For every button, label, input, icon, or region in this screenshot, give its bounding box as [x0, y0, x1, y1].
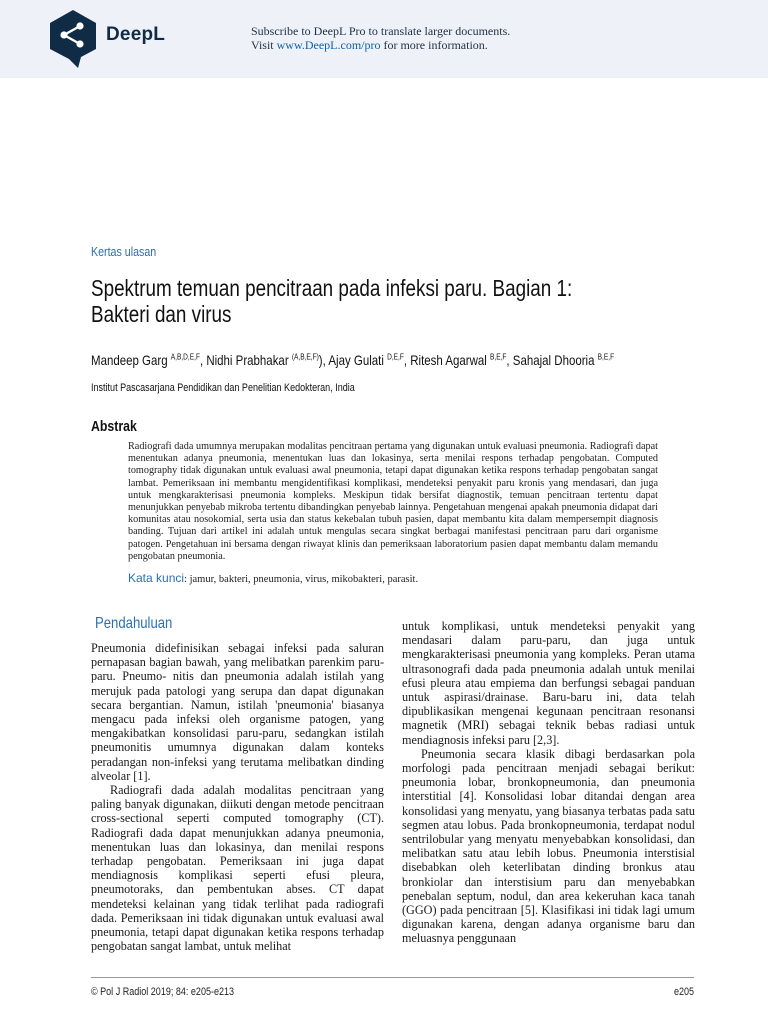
author-list [91, 352, 729, 368]
page-number: e205 [674, 986, 695, 998]
paragraph: untuk komplikasi, untuk mendeteksi penyakit yang mendasari dalam paru-paru, dan juga untuk mengkarakterisasi pneumonia yang kompleks. Peran utama ultrasonografi dada pada pneumonia adalah untuk menilai efusi pleura atau empiema dan berfungsi sebagai panduan untuk aspirasi/drainase. Baru-baru ini, data telah dipublikasikan mengenai kegunaan pencitraan resonansi magnetik (MRI) sebagai teknik bebas radiasi untuk mendiagnosis infeksi paru [2,3]. [402, 619, 695, 747]
author-separator: , [403, 352, 411, 368]
promo-line-1: Subscribe to DeepL Pro to translate larger documents. [251, 24, 511, 38]
abstract-heading: Abstrak [91, 418, 137, 435]
author-separator: ), [318, 352, 329, 368]
author-name: Ajay Gulati [328, 352, 388, 368]
title-line-1: Spektrum temuan pencitraan pada infeksi paru. Bagian 1: [91, 275, 573, 301]
title-line-2: Bakteri dan virus [91, 301, 232, 327]
author-separator: , [199, 352, 207, 368]
body-column-left [91, 641, 384, 953]
author-name: Ritesh Agarwal [410, 352, 491, 368]
author-contribution: (A,B,E,F) [291, 352, 319, 362]
deepl-logo-icon[interactable] [47, 9, 99, 69]
footer-divider [91, 977, 694, 978]
paragraph: Radiografi dada adalah modalitas pencitraan yang paling banyak digunakan, diikuti dengan metode pencitraan cross-sectional seperti computed tomography (CT). Radiografi dada dapat menunjukkan adanya pneumonia, menentukan luas dan lokasinya, dan menilai respons terhadap pengobatan. Pemeriksaan ini juga dapat mendiagnosis komplikasi seperti efusi pleura, pneumotoraks, dan pembentukan abses. CT dapat mendeteksi kelainan yang tidak terlihat pada radiografi dada. Pemeriksaan ini tidak digunakan untuk evaluasi awal pneumonia, tetapi dapat digunakan ketika respons terhadap pengobatan sangat lambat, untuk melihat [91, 783, 384, 954]
promo-text [251, 24, 510, 52]
promo-line-2 [251, 38, 510, 52]
author-contribution: A,B,D,E,F [170, 352, 200, 362]
promo-prefix: Visit [251, 38, 277, 52]
section-heading: Pendahuluan [95, 615, 173, 632]
author-contribution: B,E,F [597, 352, 615, 362]
deepl-brand-name: DeepL [106, 24, 166, 45]
paragraph: Pneumonia secara klasik dibagi berdasarkan pola morfologi pada pencitraan menjadi sebagai berikut: pneumonia lobar, bronkopneumonia, dan pneumonia interstitial [4]. Konsolidasi lobar ditandai dengan area konsolidasi yang menyatu, yang biasanya terbatas pada satu segmen atau lobus. Pada bronkopneumonia, terdapat nodul sentrilobular yang menyatu menyebabkan konsolidasi, dan melibatkan satu atau lebih lobus. Pneumonia interstisial disebabkan oleh keterlibatan dinding bronkus atau bronkiolar dan interstisium paru dan menyebabkan penebalan septum, nodul, dan area kekeruhan kaca tanah (GGO) pada pencitraan [5]. Klasifikasi ini tidak lagi umum digunakan karena, dengan adanya organisme baru dan meluasnya penggunaan [402, 746, 695, 946]
keywords [128, 571, 418, 585]
keywords-list: : jamur, bakteri, pneumonia, virus, mikobakteri, parasit. [184, 574, 419, 585]
article-type: Kertas ulasan [91, 244, 157, 259]
keywords-label: Kata kunci [128, 571, 185, 585]
article-title [91, 275, 678, 327]
deepl-pro-link[interactable]: www.DeepL.com/pro [276, 38, 381, 52]
footer-citation: © Pol J Radiol 2019; 84: e205-e213 [91, 986, 235, 998]
body-column-right [402, 619, 695, 946]
author-name: Nidhi Prabhakar [206, 352, 292, 368]
author-separator: , [506, 352, 513, 368]
abstract-text: Radiografi dada umumnya merupakan modalitas pencitraan pertama yang digunakan untuk evaluasi pneumonia. Radiografi dapat menentukan adanya pneumonia, menentukan luas dan lokasinya, serta menilai respons terhadap pengobatan. Computed tomography tidak digunakan untuk evaluasi awal pneumonia, tetapi dapat digunakan ketika respons terhadap pengobatan sangat lambat. Pemeriksaan ini membantu mengidentifikasi komplikasi, mendeteksi penyakit paru kronis yang mendasari, dan juga untuk mengkarakterisasi pneumonia kompleks. Meskipun tidak bersifat diagnostik, temuan pencitraan tertentu dapat menunjukkan penyebab mikroba tertentu dibandingkan penyebab lainnya. Pengetahuan mengenai apakah pneumonia didapat dari komunitas atau nosokomial, serta usia dan status kekebalan tubuh pasien, dapat membantu kita dalam mempersempit diagnosis banding. Tujuan dari artikel ini adalah untuk mengulas secara singkat berbagai manifestasi pencitraan paru dari organisme patogen. Pengetahuan ini bersama dengan riwayat klinis dan pemeriksaan laboratorium pasien dapat membantu dalam memandu pengobatan pneumonia. [128, 441, 658, 562]
affiliation: Institut Pascasarjana Pendidikan dan Penelitian Kedokteran, India [91, 382, 355, 394]
author-contribution: D,E,F [387, 352, 404, 362]
author-name: Sahajal Dhooria [512, 352, 598, 368]
promo-suffix: for more information. [380, 38, 488, 52]
deepl-banner [0, 0, 768, 78]
author-name: Mandeep Garg [91, 352, 171, 368]
paragraph: Pneumonia didefinisikan sebagai infeksi pada saluran pernapasan bagian bawah, yang melibatkan parenkim paru-paru. Pneumo- nitis dan pneumonia adalah istilah yang merujuk pada patologi yang serupa dan dapat digunakan secara bergantian. Namun, istilah 'pneumonia' biasanya mengacu pada infeksi oleh organisme patogen, yang mengakibatkan konsolidasi paru-paru, sedangkan istilah pneumonitis umumnya digunakan dalam konteks peradangan non-infeksi yang terutama melibatkan dinding alveolar [1]. [91, 641, 384, 783]
author-contribution: B,E,F [490, 352, 507, 362]
